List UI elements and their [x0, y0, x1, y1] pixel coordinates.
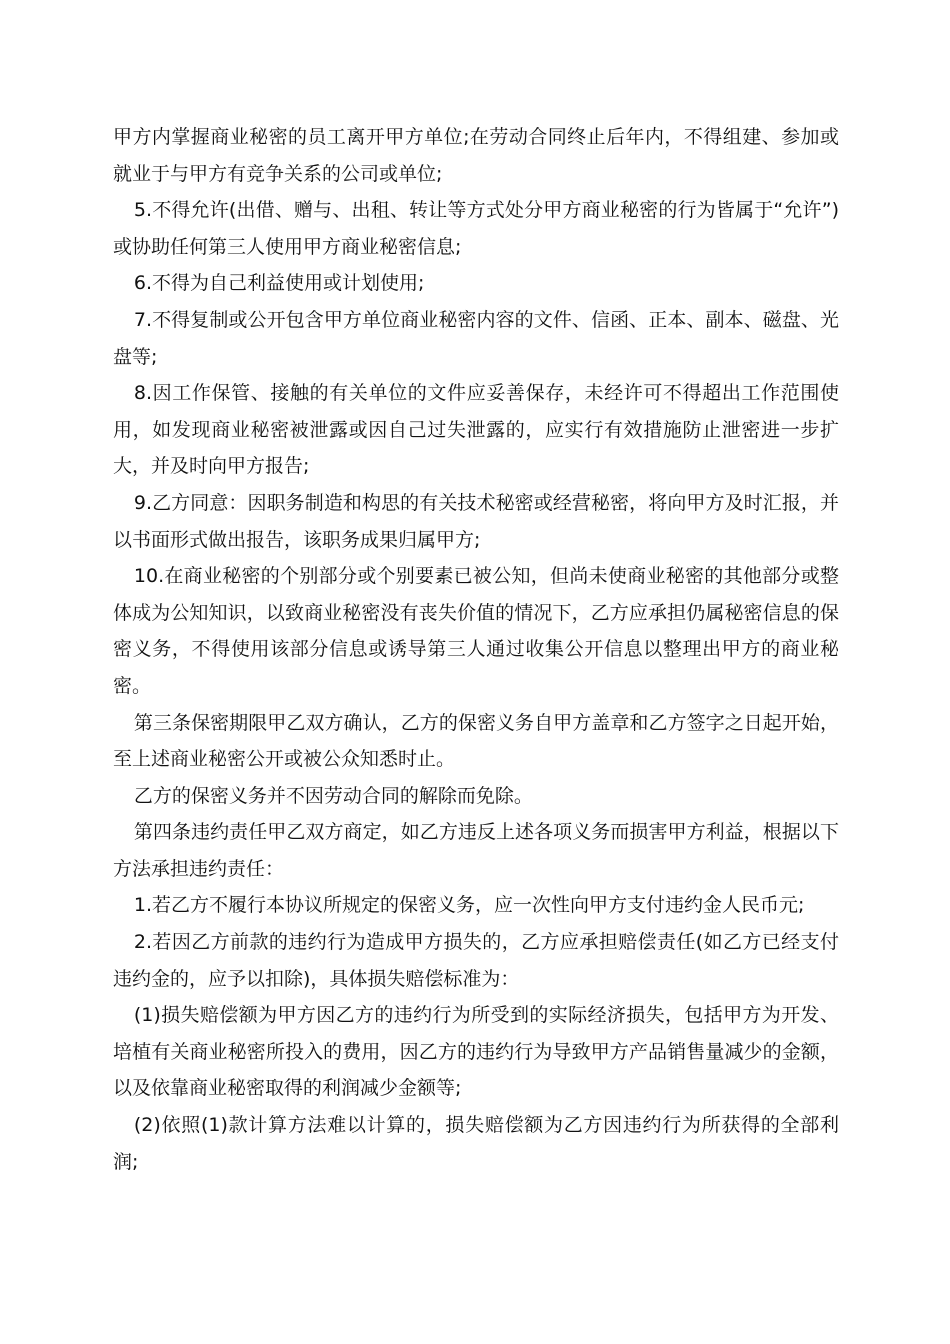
paragraph-item-10: 10.在商业秘密的个别部分或个别要素已被公知，但尚未使商业秘密的其他部分或整体成为公知知识，以致商业秘密没有丧失价值的情况下，乙方应承担仍属秘密信息的保密义务，不得使用该部分信息或诱导第三人通过收集公开信息以整理出甲方的商业秘密。 [113, 565, 839, 697]
paragraph-article-4: 第四条违约责任甲乙双方商定，如乙方违反上述各项义务而损害甲方利益，根据以下方法承担违约责任： [113, 821, 839, 880]
paragraph-item-7: 7.不得复制或公开包含甲方单位商业秘密内容的文件、信函、正本、副本、磁盘、光盘等; [113, 308, 839, 368]
paragraph-subclause-2: (2)依照(1)款计算方法难以计算的，损失赔偿额为乙方因违约行为所获得的全部利润; [113, 1114, 839, 1173]
paragraph-subclause-1: (1)损失赔偿额为甲方因乙方的违约行为所受到的实际经济损失，包括甲方为开发、培植有关商业秘密所投入的费用，因乙方的违约行为导致甲方产品销售量减少的金额，以及依靠商业秘密取得的利润减少金额等; [113, 1004, 839, 1100]
paragraph-item-8: 8.因工作保管、接触的有关单位的文件应妥善保存，未经许可不得超出工作范围使用，如发现商业秘密被泄露或因自己过失泄露的，应实行有效措施防止泄密进一步扩大，并及时向甲方报告; [113, 382, 839, 478]
paragraph-item-9: 9.乙方同意：因职务制造和构思的有关技术秘密或经营秘密，将向甲方及时汇报，并以书面形式做出报告，该职务成果归属甲方; [113, 491, 839, 551]
paragraph-article-3: 第三条保密期限甲乙双方确认，乙方的保密义务自甲方盖章和乙方签字之日起开始，至上述商业秘密公开或被公众知悉时止。 [113, 711, 839, 771]
document-body [113, 119, 839, 1180]
paragraph-liability-1: 1.若乙方不履行本协议所规定的保密义务，应一次性向甲方支付违约金人民币元; [133, 894, 805, 917]
paragraph-item-5: 5.不得允许(出借、赠与、出租、转让等方式处分甲方商业秘密的行为皆属于“允许”)或协助任何第三人使用甲方商业秘密信息; [113, 199, 839, 258]
paragraph-continuation: 甲方内掌握商业秘密的员工离开甲方单位;在劳动合同终止后年内，不得组建、参加或就业于与甲方有竞争关系的公司或单位; [113, 126, 839, 185]
paragraph-liability-2: 2.若因乙方前款的违约行为造成甲方损失的，乙方应承担赔偿责任(如乙方已经支付违约金的，应予以扣除)，具体损失赔偿标准为： [113, 931, 839, 990]
paragraph-article-3-note: 乙方的保密义务并不因劳动合同的解除而免除。 [133, 784, 533, 807]
paragraph-item-6: 6.不得为自己利益使用或计划使用; [133, 272, 425, 295]
